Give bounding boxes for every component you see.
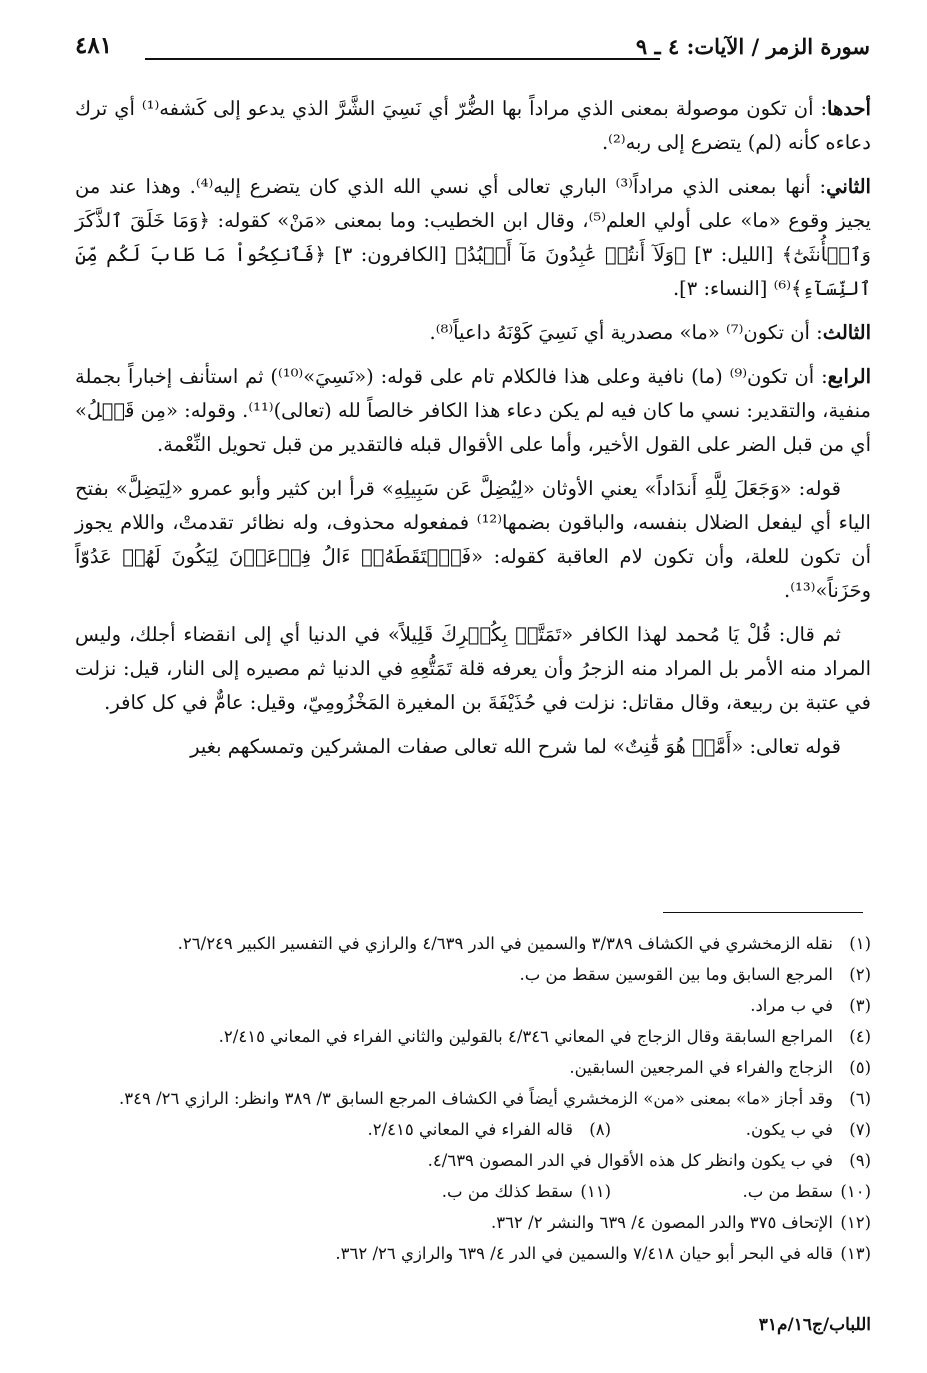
footnote (351, 1176, 611, 1207)
footnote-number: (٩) (849, 1151, 871, 1170)
footnote-number: (١٠) (840, 1182, 871, 1201)
footnote-number: (٧) (849, 1120, 871, 1139)
footnote-separator (663, 912, 863, 913)
paragraph-tamatta (75, 618, 871, 720)
footnote-pair (75, 1176, 871, 1207)
paragraph-lead: الثاني (826, 175, 871, 198)
footnotes (75, 928, 871, 1269)
paragraph-text: : أنها بمعنى الذي مراداً⁽³⁾ الباري تعالى أي نسي الله الذي كان يتضرع إليه⁽⁴⁾. وهذا عند من يجيز وقوع «ما» على أولي العلم⁽⁵⁾، وقال ابن الخطيب: وما بمعنى «مَنْ» كقوله: ﴿وَمَا خَلَقَ ٱلذَّكَرَ وَٱلۡأُنثَىٰٓ﴾ [الليل: ٣] ﴿وَلَآ أَنتُمۡ عَٰبِدُونَ مَآ أَعۡبُدُ﴾ [الكافرون: ٣] ﴿فَٱنكِحُواْ مَا طَابَ لَكُم مِّنَ ٱلنِّسَآءِ﴾⁽⁶⁾ [النساء: ٣]. (75, 175, 871, 300)
footnote-number: (٦) (849, 1089, 871, 1108)
paragraph-text: : أن تكون موصولة بمعنى الذي مراداً بها الضُّرّ أي نَسِيَ الشَّرَّ الذي يدعو إلى كَشفه⁽¹⁾ أي ترك دعاءه كأنه (لم) يتضرع إلى ربه⁽²⁾. (75, 97, 871, 154)
printer-signature: اللباب/ج١٦/م٣١ (758, 1315, 871, 1335)
footnote-number: (٨) (589, 1120, 611, 1139)
footnote (611, 1176, 871, 1207)
footnote (75, 1021, 871, 1052)
running-title: سورة الزمر / الآيات: ٤ ـ ٩ (635, 34, 870, 59)
footnote (75, 990, 871, 1021)
paragraph-second (75, 170, 871, 306)
footnote-text: نقله الزمخشري في الكشاف ٣/٣٨٩ والسمين في الدر ٤/٦٣٩ والرازي في التفسير الكبير ٢٦/٢٤٩. (177, 934, 833, 953)
footnote-number: (٢) (849, 965, 871, 984)
footnote (351, 1114, 611, 1145)
footnote (75, 1145, 871, 1176)
paragraph-lead: الرابع (827, 365, 871, 388)
footnote-text: وقد أجاز «ما» بمعنى «من» الزمخشري أيضاً في الكشاف المرجع السابق ٣/ ٣٨٩ وانظر: الرازي ٢٦/ ٣٤٩. (118, 1089, 833, 1108)
footnote (75, 928, 871, 959)
footnote-text: قاله الفراء في المعاني ٢/٤١٥. (367, 1120, 573, 1139)
footnote-text: المرجع السابق وما بين القوسين سقط من ب. (519, 965, 833, 984)
paragraph-text: ثم قال: قُلْ يَا مُحمد لهذا الكافر «تَمَتَّعۡ بِكُفۡرِكَ قَلِيلاً» في الدنيا أي إلى انقضاء أجلك، وليس المراد منه الأمر بل المراد منه الزجرُ وأن يعرفه قلة تَمَتُّعِهِ في الدنيا ثم مصيره إلى النار، قيل: نزلت في عتبة بن ربيعة، وقال مقاتل: نزلت في حُذَيْفَةَ بن المغيرة المَخْزُومِيّ، وقيل: عامٌّ في كل كافر. (75, 623, 871, 714)
footnote-pair (75, 1114, 871, 1145)
footnote-text: الإتحاف ٣٧٥ والدر المصون ٤/ ٦٣٩ والنشر ٢/ ٣٦٢. (491, 1213, 833, 1232)
paragraph-first (75, 92, 871, 160)
page-header (75, 28, 870, 72)
paragraph-lead: الثالث (822, 321, 871, 344)
footnote (75, 1238, 871, 1269)
paragraph-text: : أن تكون⁽⁹⁾ (ما) نافية وعلى هذا فالكلام تام على قوله: («نَسِيَ»⁽¹⁰⁾) ثم استأنف إخباراً بجملة منفية، والتقدير: نسي ما كان فيه لم يكن دعاء هذا الكافر خالصاً لله (تعالى)⁽¹¹⁾. وقوله: «مِن قَبۡلُ» أي من قبل الضر على القول الأخير، وأما على الأقوال قبله فالتقدير من قبل تحويل النِّعْمة. (75, 365, 871, 456)
footnote-number: (١) (849, 934, 871, 953)
header-rule (145, 58, 660, 60)
footnote-number: (١١) (580, 1182, 611, 1201)
footnote-number: (١٢) (840, 1213, 871, 1232)
footnote (75, 1083, 871, 1114)
footnote (75, 959, 871, 990)
footnote-text: سقط من ب. (742, 1182, 833, 1201)
paragraph-text: : أن تكون⁽⁷⁾ «ما» مصدرية أي نَسِيَ كَوْنَهُ داعياً⁽⁸⁾. (429, 321, 823, 344)
footnote-number: (٣) (849, 996, 871, 1015)
paragraph-text: قوله تعالى: «أَمَّنۡ هُوَ قَٰنِتٌ» لما شرح الله تعالى صفات المشركين وتمسكهم بغير (190, 735, 841, 758)
footnote-text: الزجاج والفراء في المرجعين السابقين. (569, 1058, 833, 1077)
footnote-text: في ب يكون وانظر كل هذه الأقوال في الدر المصون ٤/٦٣٩. (427, 1151, 833, 1170)
paragraph-third (75, 316, 871, 350)
paragraph-lead: أحدها (827, 97, 871, 120)
footnote-text: في ب يكون. (745, 1120, 833, 1139)
paragraph-text: قوله: «وَجَعَلَ لِلَّهِ أَندَاداً» يعني الأوثان «لِيُضِلَّ عَن سَبِيلِهِ» قرأ ابن كثير وأبو عمرو «لِيَضِلَّ» بفتح الياء أي ليفعل الضلال بنفسه، والباقون بضمها⁽¹²⁾ فمفعوله محذوف، وله نظائر تقدمتْ، واللام يجوز أن تكون للعلة، وأن تكون لام العاقبة كقوله: «فَٱلۡتَقَطَهُۥٓ ءَالُ فِرۡعَوۡنَ لِيَكُونَ لَهُمۡ عَدُوّاً وحَزَناً»⁽¹³⁾. (75, 477, 871, 602)
footnote-number: (١٣) (840, 1244, 871, 1263)
paragraph-andads (75, 472, 871, 608)
footnote-text: سقط كذلك من ب. (441, 1182, 573, 1201)
page-number: ٤٨١ (75, 32, 113, 59)
main-text (75, 92, 871, 774)
footnote-number: (٥) (849, 1058, 871, 1077)
paragraph-qanit (75, 730, 871, 764)
paragraph-fourth (75, 360, 871, 462)
footnote (611, 1114, 871, 1145)
footnote-number: (٤) (849, 1027, 871, 1046)
footnote (75, 1052, 871, 1083)
footnote-text: في ب مراد. (750, 996, 833, 1015)
footnote-text: قاله في البحر أبو حيان ٧/٤١٨ والسمين في الدر ٤/ ٦٣٩ والرازي ٢٦/ ٣٦٢. (335, 1244, 833, 1263)
footnote-text: المراجع السابقة وقال الزجاج في المعاني ٤/٣٤٦ بالقولين والثاني الفراء في المعاني ٢/٤١٥. (218, 1027, 833, 1046)
footnote (75, 1207, 871, 1238)
